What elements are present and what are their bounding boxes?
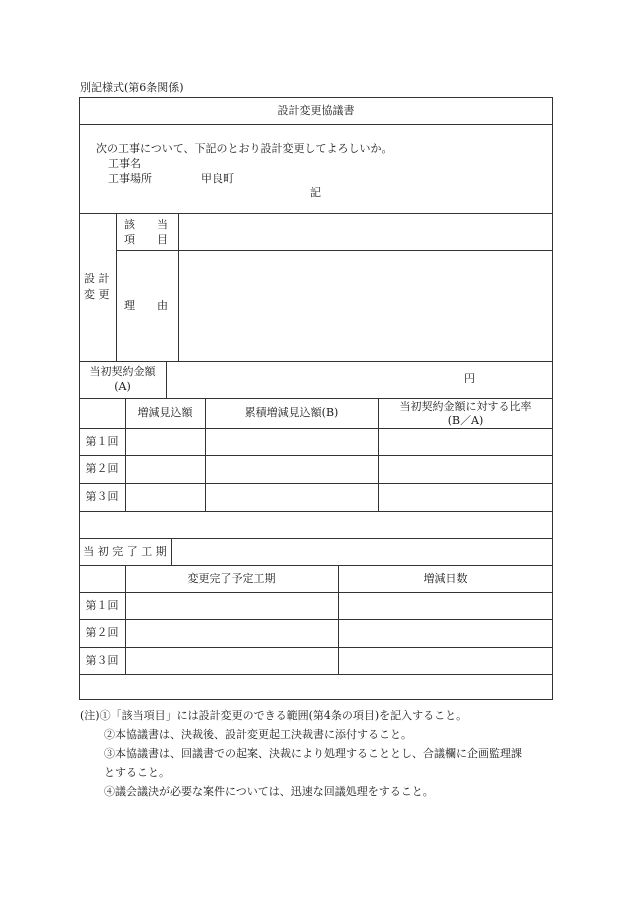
divider — [79, 619, 553, 620]
divider — [166, 361, 167, 398]
table-row-label: 第２回 — [85, 462, 119, 475]
note-line: ④議会議決が必要な案件については、迅速な回議処理をすること。 — [104, 785, 434, 798]
divider — [79, 213, 553, 214]
table-header: 増減日数 — [423, 571, 468, 585]
divider — [171, 538, 172, 565]
table-row-label: 第１回 — [85, 434, 119, 448]
divider — [79, 483, 553, 484]
notes — [80, 706, 600, 801]
divider — [79, 647, 553, 648]
table-row-label: 第２回 — [85, 626, 119, 639]
intro-lead: 次の工事について、下記のとおり設計変更してよろしいか。 — [96, 142, 393, 155]
divider — [116, 250, 553, 251]
applicable-item-label: 該 当 — [124, 218, 168, 231]
work-name-label: 工事名 — [108, 157, 141, 170]
contract-amount-label: (A) — [114, 380, 131, 393]
design-change-label: 変 更 — [84, 288, 110, 301]
table-row-label: 第１回 — [85, 598, 119, 612]
design-change-label: 設 計 — [84, 272, 110, 285]
contract-amount-label: 当初契約金額 — [89, 365, 156, 378]
table-header: 変更完了予定工期 — [187, 571, 276, 585]
table-header: (B／A) — [447, 413, 484, 427]
note-line: ②本協議書は、決裁後、設計変更起工決裁書に添付すること。 — [104, 728, 412, 741]
work-place-value: 甲良町 — [201, 172, 234, 185]
applicable-item-label: 項 目 — [124, 233, 168, 246]
form-reference: 別記様式(第6条関係) — [80, 81, 184, 94]
table-row-label: 第３回 — [85, 653, 119, 667]
divider — [79, 592, 553, 593]
table-header: 累積増減見込額(B) — [244, 406, 339, 419]
divider — [79, 124, 553, 125]
divider — [79, 511, 553, 512]
divider — [178, 213, 179, 361]
reason-label: 理 由 — [124, 299, 168, 312]
divider — [79, 455, 553, 456]
table-header: 当初契約金額に対する比率 — [399, 399, 532, 413]
work-place-label: 工事場所 — [108, 172, 152, 185]
divider — [79, 428, 553, 429]
divider — [116, 213, 117, 361]
note-line: (注)①「該当項目」には設計変更のできる範囲(第4条の項目)を記入すること。 — [80, 709, 468, 722]
note-line: とすること。 — [104, 766, 170, 779]
table-header: 増減見込額 — [137, 406, 193, 419]
ki-label: 記 — [310, 186, 321, 199]
form-title: 設計変更協議書 — [277, 103, 355, 117]
divider — [79, 361, 553, 362]
yen-unit: 円 — [464, 372, 475, 385]
note-line: ③本協議書は、回議書での起案、決裁により処理することとし、合議欄に企画監理課 — [104, 747, 522, 760]
completion-period-label: 当 初 完 了 工 期 — [83, 544, 167, 558]
divider — [79, 674, 553, 675]
table-row-label: 第３回 — [85, 490, 119, 503]
